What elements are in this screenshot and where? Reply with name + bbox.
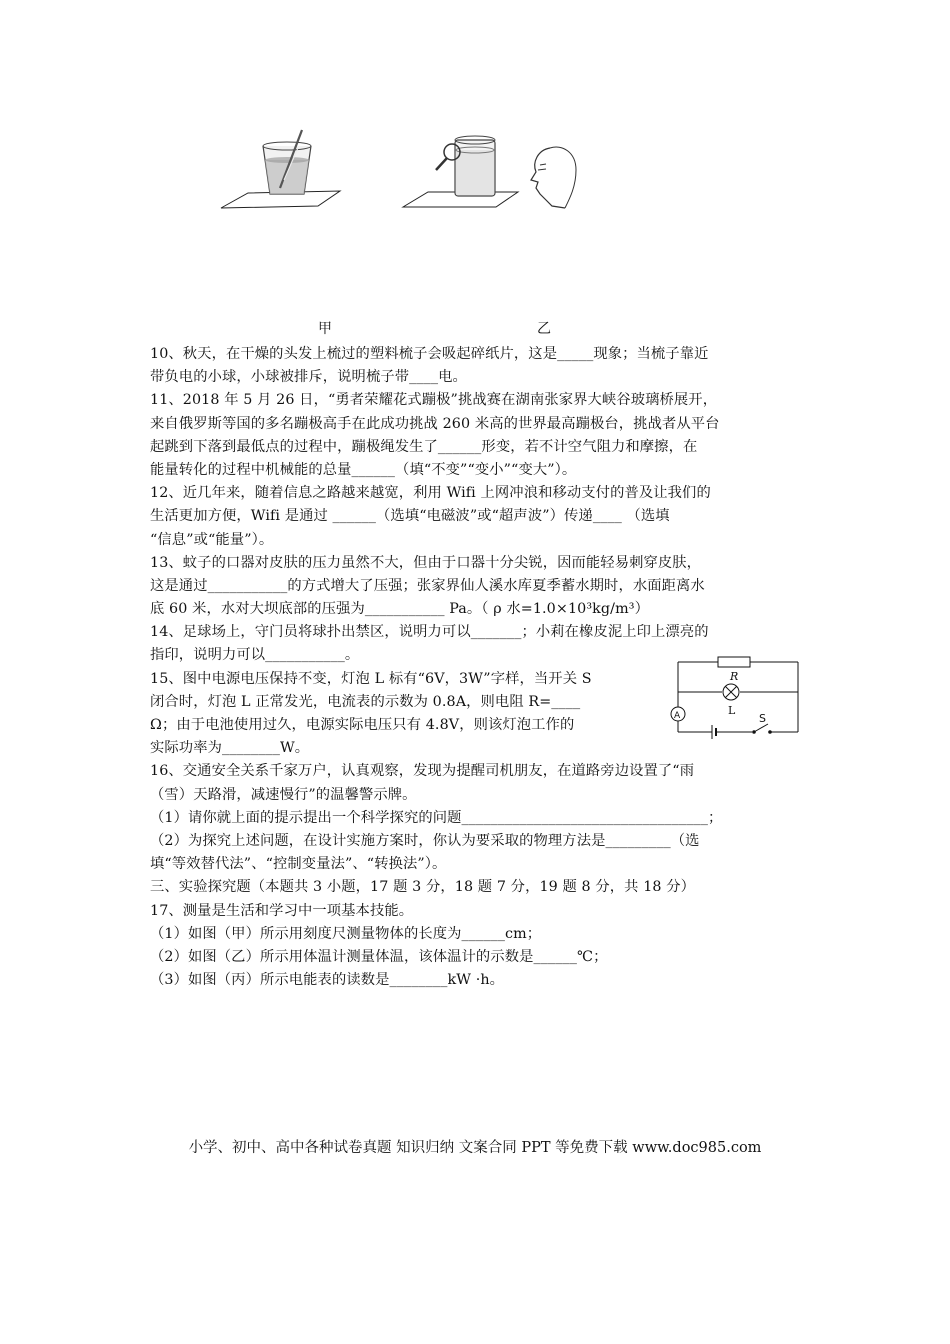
text-line: 生活更加方便，Wifi 是通过 ______（选填“电磁波”或“超声波”）传递____ （选填 bbox=[150, 508, 670, 525]
text-line: 11、2018 年 5 月 26 日，“勇者荣耀花式蹦极”挑战赛在湖南张家界大峡谷玻璃桥展开， bbox=[150, 392, 718, 409]
text-line: 能量转化的过程中机械能的总量______（填“不变”“变小”“变大”）。 bbox=[150, 461, 577, 478]
lamp-label: L bbox=[728, 704, 736, 717]
text-line: 底 60 米，水对大坝底部的压强为___________ Pa。（ ρ 水=1.0×10³kg/m³） bbox=[150, 601, 649, 618]
switch-label: S bbox=[759, 712, 766, 725]
beaker-observer-figure bbox=[400, 130, 580, 215]
resistor-label: R bbox=[730, 670, 739, 683]
resistor-symbol bbox=[718, 657, 750, 667]
text-line: （1）如图（甲）所示用刻度尺测量物体的长度为______cm； bbox=[150, 925, 542, 942]
glass-straw-figure bbox=[218, 128, 343, 213]
figure-caption-jia: 甲 bbox=[318, 321, 332, 337]
footer-note: 小学、初中、高中各种试卷真题 知识归纳 文案合同 PPT 等免费下载 www.doc985.com bbox=[188, 1140, 762, 1156]
text-line: 实际功率为________W。 bbox=[150, 740, 310, 757]
text-line: （2）为探究上述问题，在设计实施方案时，你认为要采取的物理方法是_________（选 bbox=[150, 832, 700, 849]
text-line: （1）请你就上面的提示提出一个科学探究的问题__________________________________； bbox=[150, 809, 723, 826]
text-line: （雪）天路滑，减速慢行”的温馨警示牌。 bbox=[150, 786, 417, 803]
text-line: 起跳到下落到最低点的过程中，蹦极绳发生了______形变，若不计空气阻力和摩擦，在 bbox=[150, 438, 698, 455]
text-line: “信息”或“能量”）。 bbox=[150, 531, 274, 548]
text-line: 10、秋天，在干燥的头发上梳过的塑料梳子会吸起碎纸片，这是_____现象；当梳子靠近 bbox=[150, 346, 709, 362]
ammeter-label: A bbox=[674, 711, 681, 721]
figure-caption-yi: 乙 bbox=[537, 321, 551, 337]
text-line: 闭合时，灯泡 L 正常发光，电流表的示数为 0.8A，则电阻 R=____ bbox=[150, 693, 581, 710]
text-line: 12、近几年来，随着信息之路越来越宽，利用 Wifi 上网冲浪和移动支付的普及让我们的 bbox=[150, 485, 711, 502]
text-line: 填“等效替代法”、“控制变量法”、“转换法”）。 bbox=[150, 856, 447, 873]
text-line: 14、足球场上，守门员将球扑出禁区，说明力可以_______；小莉在橡皮泥上印上漂亮的 bbox=[150, 624, 709, 641]
section-heading: 三、实验探究题（本题共 3 小题，17 题 3 分，18 题 7 分，19 题 8 分，共 18 分） bbox=[150, 879, 696, 896]
text-line: 来自俄罗斯等国的多名蹦极高手在此成功挑战 260 米高的世界最高蹦极台，挑战者从平台 bbox=[150, 415, 720, 432]
text-line: 13、蚊子的口器对皮肤的压力虽然不大，但由于口器十分尖锐，因而能轻易刺穿皮肤， bbox=[150, 554, 702, 571]
switch-symbol bbox=[754, 724, 768, 732]
text-line: 16、交通安全关系千家万户，认真观察，发现为提醒司机朋友，在道路旁边设置了“雨 bbox=[150, 763, 695, 780]
text-line: （2）如图（乙）所示用体温计测量体温，该体温计的示数是______℃； bbox=[150, 948, 608, 965]
text-line: 带负电的小球，小球被排斥，说明梳子带____电。 bbox=[150, 369, 467, 386]
text-line: （3）如图（丙）所示电能表的读数是________kW ·h。 bbox=[150, 972, 505, 989]
text-line: 指印，说明力可以___________。 bbox=[150, 647, 360, 664]
text-line: Ω；由于电池使用过久，电源实际电压只有 4.8V，则该灯泡工作的 bbox=[150, 717, 575, 733]
text-line: 这是通过___________的方式增大了压强；张家界仙人溪水库夏季蓄水期时，水面距离水 bbox=[150, 577, 705, 594]
text-line: 15、图中电源电压保持不变，灯泡 L 标有“6V，3W”字样，当开关 S bbox=[150, 670, 592, 687]
text-line: 17、测量是生活和学习中一项基本技能。 bbox=[150, 902, 414, 919]
circuit-diagram bbox=[664, 652, 804, 747]
